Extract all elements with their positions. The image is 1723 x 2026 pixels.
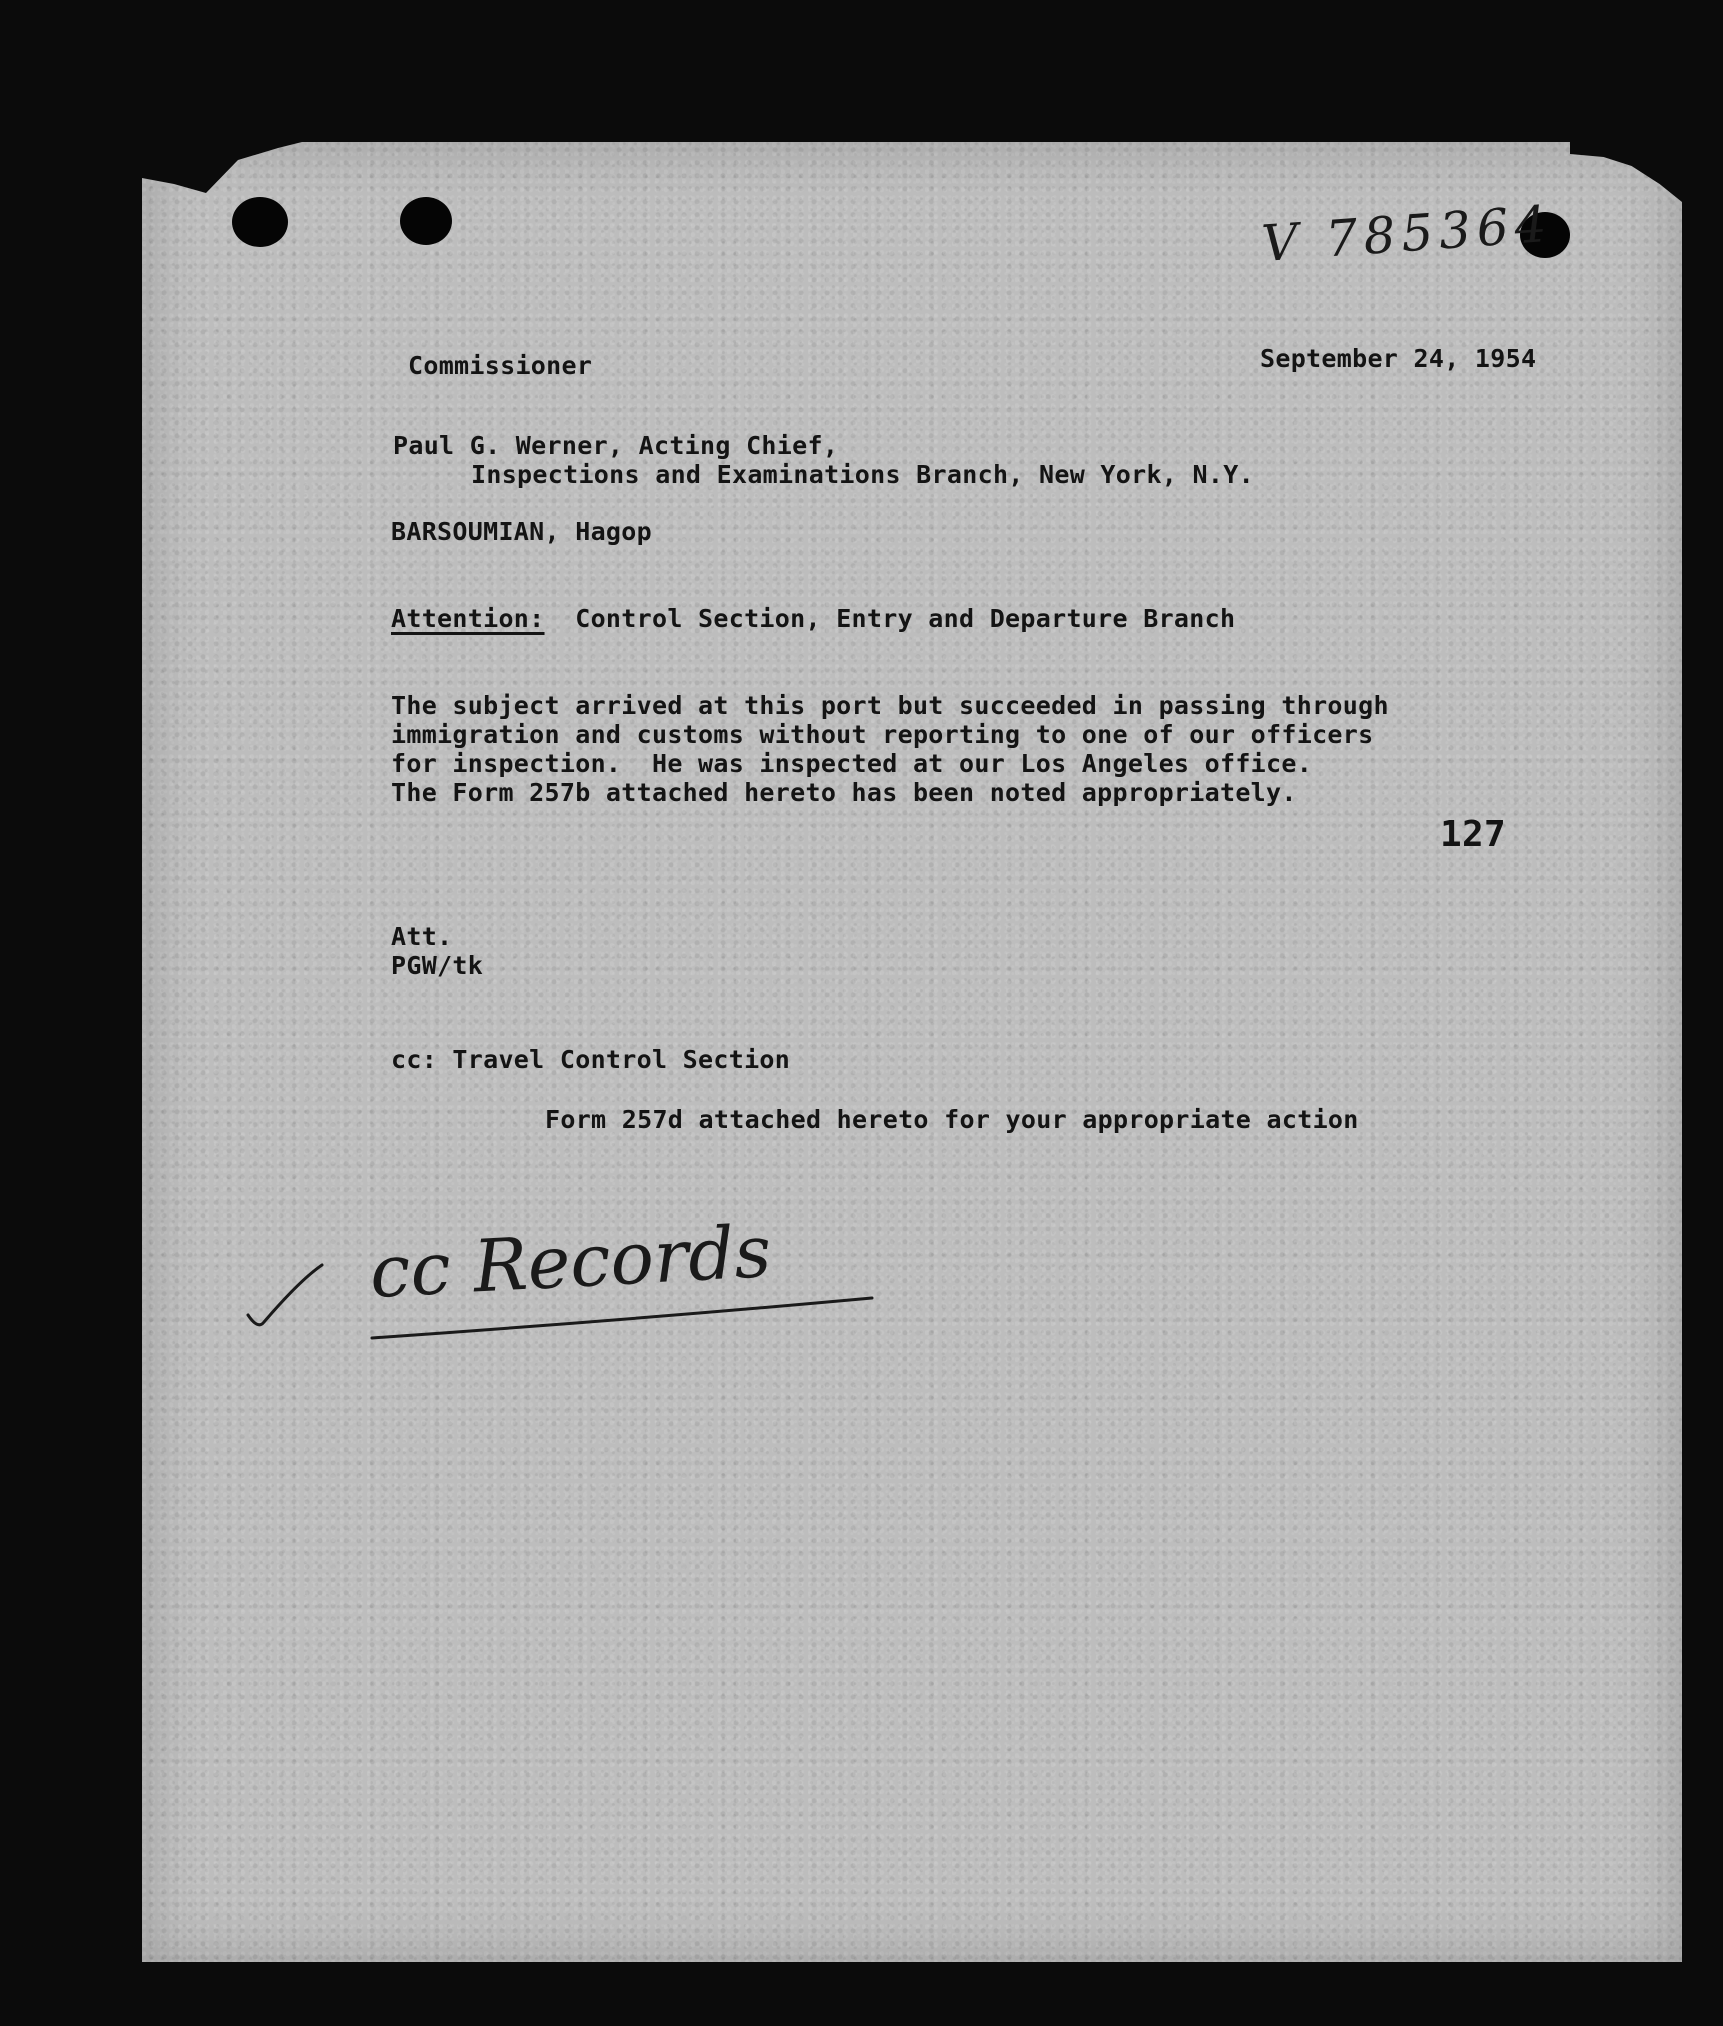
attention-text: Control Section, Entry and Departure Branch [544, 604, 1236, 633]
carbon-copy-note: Form 257d attached hereto for your appropriate action [545, 1105, 1359, 1134]
sender-name: Paul G. Werner, Acting Chief, [393, 431, 839, 460]
attention-label: Attention: [391, 604, 545, 633]
attention-line [391, 604, 1235, 633]
subject-name: BARSOUMIAN, Hagop [391, 517, 652, 546]
handwritten-records-note: cc Records [367, 1209, 774, 1314]
memo-body: The subject arrived at this port but succeeded in passing through immigration and customs without reporting to one of our officers for inspection. He was inspected at our Los Angeles office. The Form 257b attached hereto has been noted appropriately. [391, 691, 1389, 807]
sender-office: Inspections and Examinations Branch, New York, N.Y. [471, 460, 1254, 489]
attachment-note: Att. [391, 922, 453, 951]
handwritten-case-number: V 785364 [1259, 194, 1555, 273]
typist-initials: PGW/tk [391, 951, 484, 980]
recipient: Commissioner [408, 351, 593, 380]
punch-hole-left [232, 197, 288, 247]
carbon-copy-line: cc: Travel Control Section [391, 1045, 791, 1074]
memo-date: September 24, 1954 [1260, 344, 1537, 373]
checkmark-icon [248, 1265, 322, 1325]
memo-paper [142, 142, 1682, 1962]
page-number: 127 [1440, 814, 1506, 855]
punch-hole-middle [400, 197, 452, 245]
